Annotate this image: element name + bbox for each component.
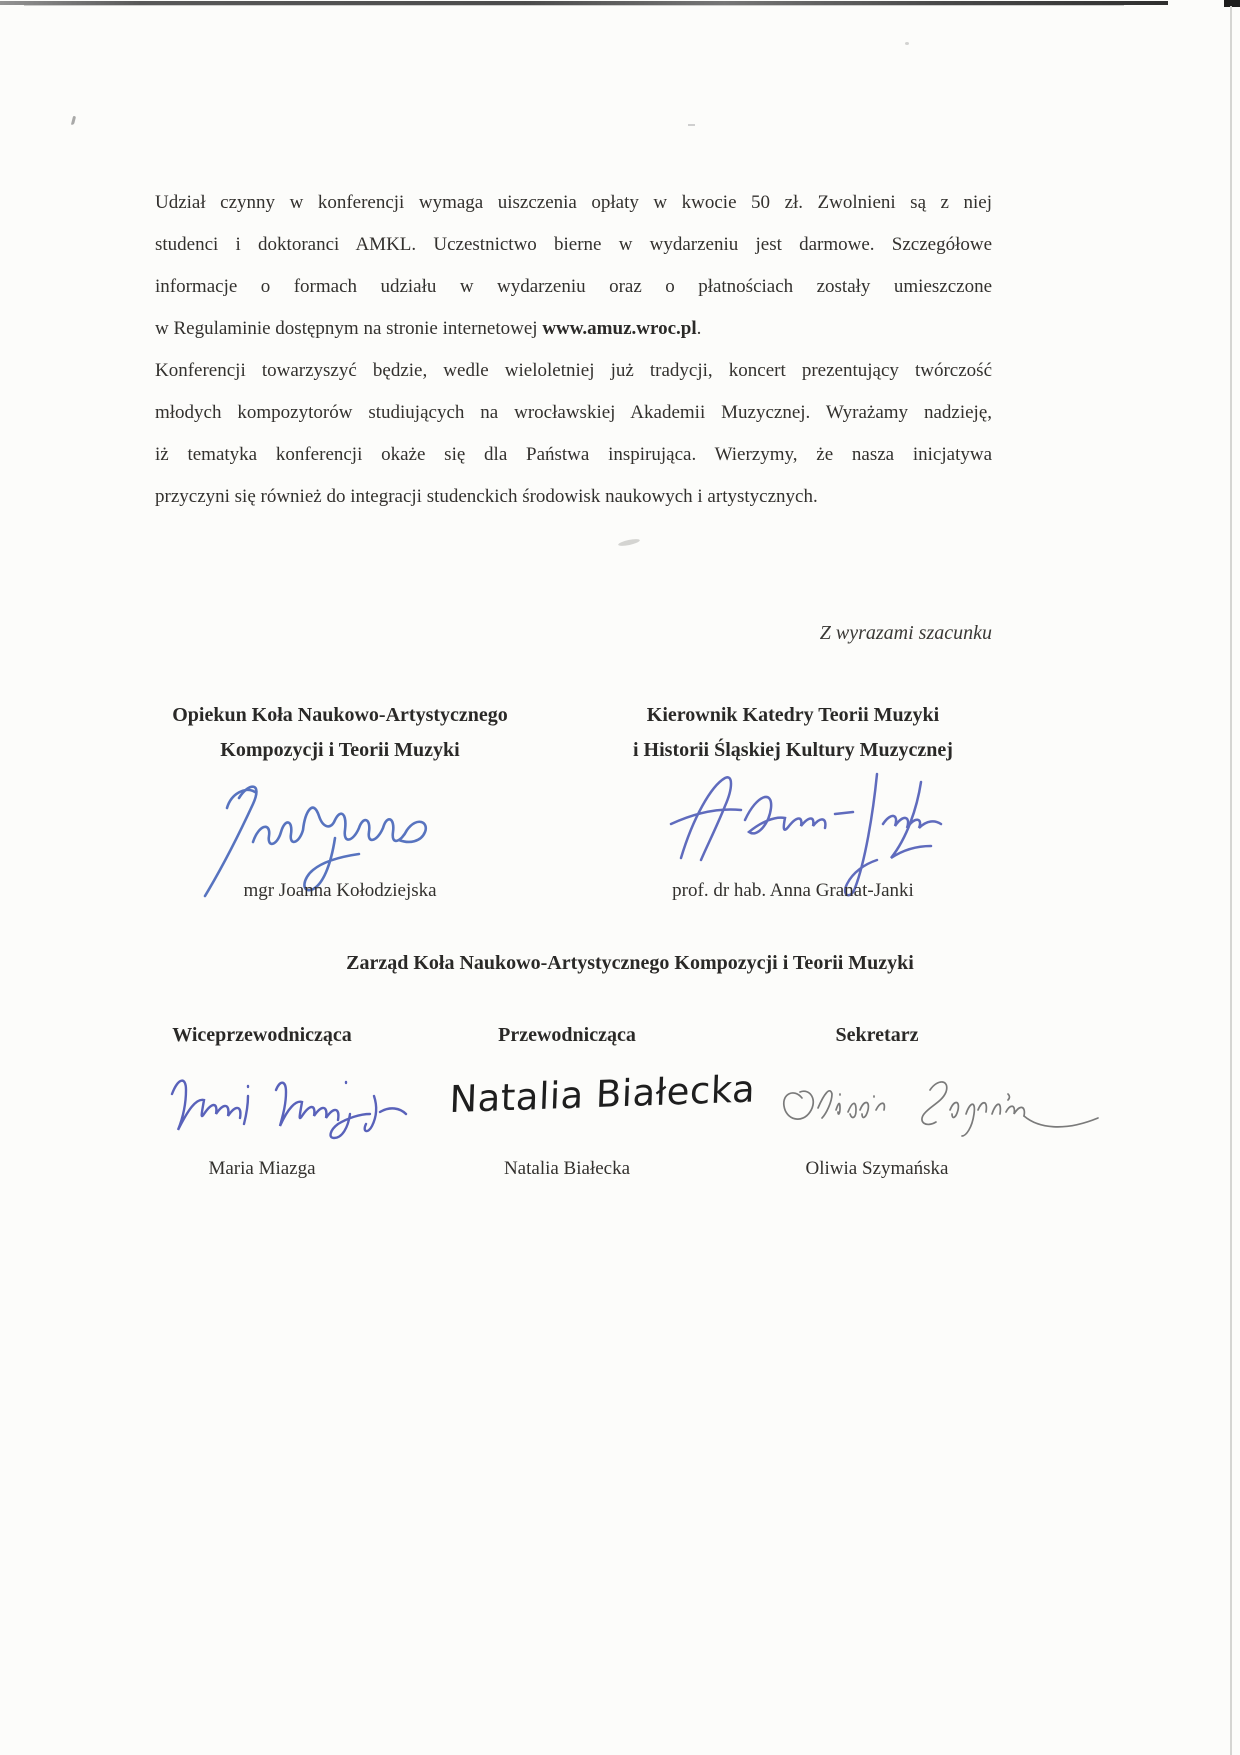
text-line [155,308,992,350]
scan-artifact-top-edge-light [24,5,1124,6]
signature-oliwia-szymanska [772,1068,1107,1143]
board-role-vice-chair: Wiceprzewodnicząca [172,1024,352,1046]
title-line: Kierownik Katedry Teorii Muzyki [646,704,940,726]
paragraph-fees [155,182,992,350]
text-line: studenci i doktoranci AMKL. Uczestnictwo bierne w wydarzeniu jest darmowe. Szczegółowe [155,234,992,255]
officer-right-name: prof. dr hab. Anna Granat-Janki [672,880,914,901]
text-line: Udział czynny w konferencji wymaga uiszczenia opłaty w kwocie 50 zł. Zwolnieni są z niej [155,192,992,213]
scan-artifact-speck [905,42,909,45]
board-role-secretary: Sekretarz [835,1024,919,1046]
text-segment: w Regulaminie dostępnym na stronie internetowej [155,318,543,339]
scan-artifact-speck [688,124,695,126]
board-member-name: Natalia Białecka [503,1158,631,1179]
officer-left-title [148,698,532,768]
text-line: iż tematyka konferencji okaże się dla Państwa inspirująca. Wierzymy, że nasza inicjatywa [155,444,992,465]
text-segment: . [696,318,702,339]
scan-artifact-speck [71,116,76,125]
signature-natalia-bialecka [448,1060,756,1132]
text-line: informacje o formach udziału w wydarzeniu oraz o płatnościach zostały umieszczone [155,276,992,297]
officer-left-name: mgr Joanna Kołodziejska [243,880,437,901]
title-line: Opiekun Koła Naukowo-Artystycznego [172,704,508,726]
signature-maria-miazga [158,1052,413,1147]
text-line: Konferencji towarzyszyć będzie, wedle wieloletniej już tradycji, koncert prezentujący twórczość [155,360,992,381]
board-member-name: Maria Miazga [208,1158,316,1179]
scan-artifact-right-edge [1230,6,1232,1755]
signature-text: Natalia Białecka [448,1067,756,1122]
title-line: i Historii Śląskiej Kultury Muzycznej [633,739,953,761]
website-url: www.amuz.wroc.pl [542,318,697,339]
text-line: przyczyni się również do integracji studenckich środowisk naukowych i artystycznych. [155,486,818,507]
text-line: młodych kompozytorów studiujących na wrocławskiej Akademii Muzycznej. Wyrażamy nadzieję, [155,402,992,423]
board-heading: Zarząd Koła Naukowo-Artystycznego Kompozycji i Teorii Muzyki [346,952,914,974]
board-member-name: Oliwia Szymańska [805,1158,949,1179]
board-role-chair: Przewodnicząca [498,1024,636,1046]
scan-artifact-smudge [618,538,641,547]
title-line: Kompozycji i Teorii Muzyki [220,739,460,761]
paragraph-concert [155,350,992,518]
closing-salutation: Z wyrazami szacunku [819,622,992,644]
scan-artifact-top-right-corner [1224,0,1240,7]
